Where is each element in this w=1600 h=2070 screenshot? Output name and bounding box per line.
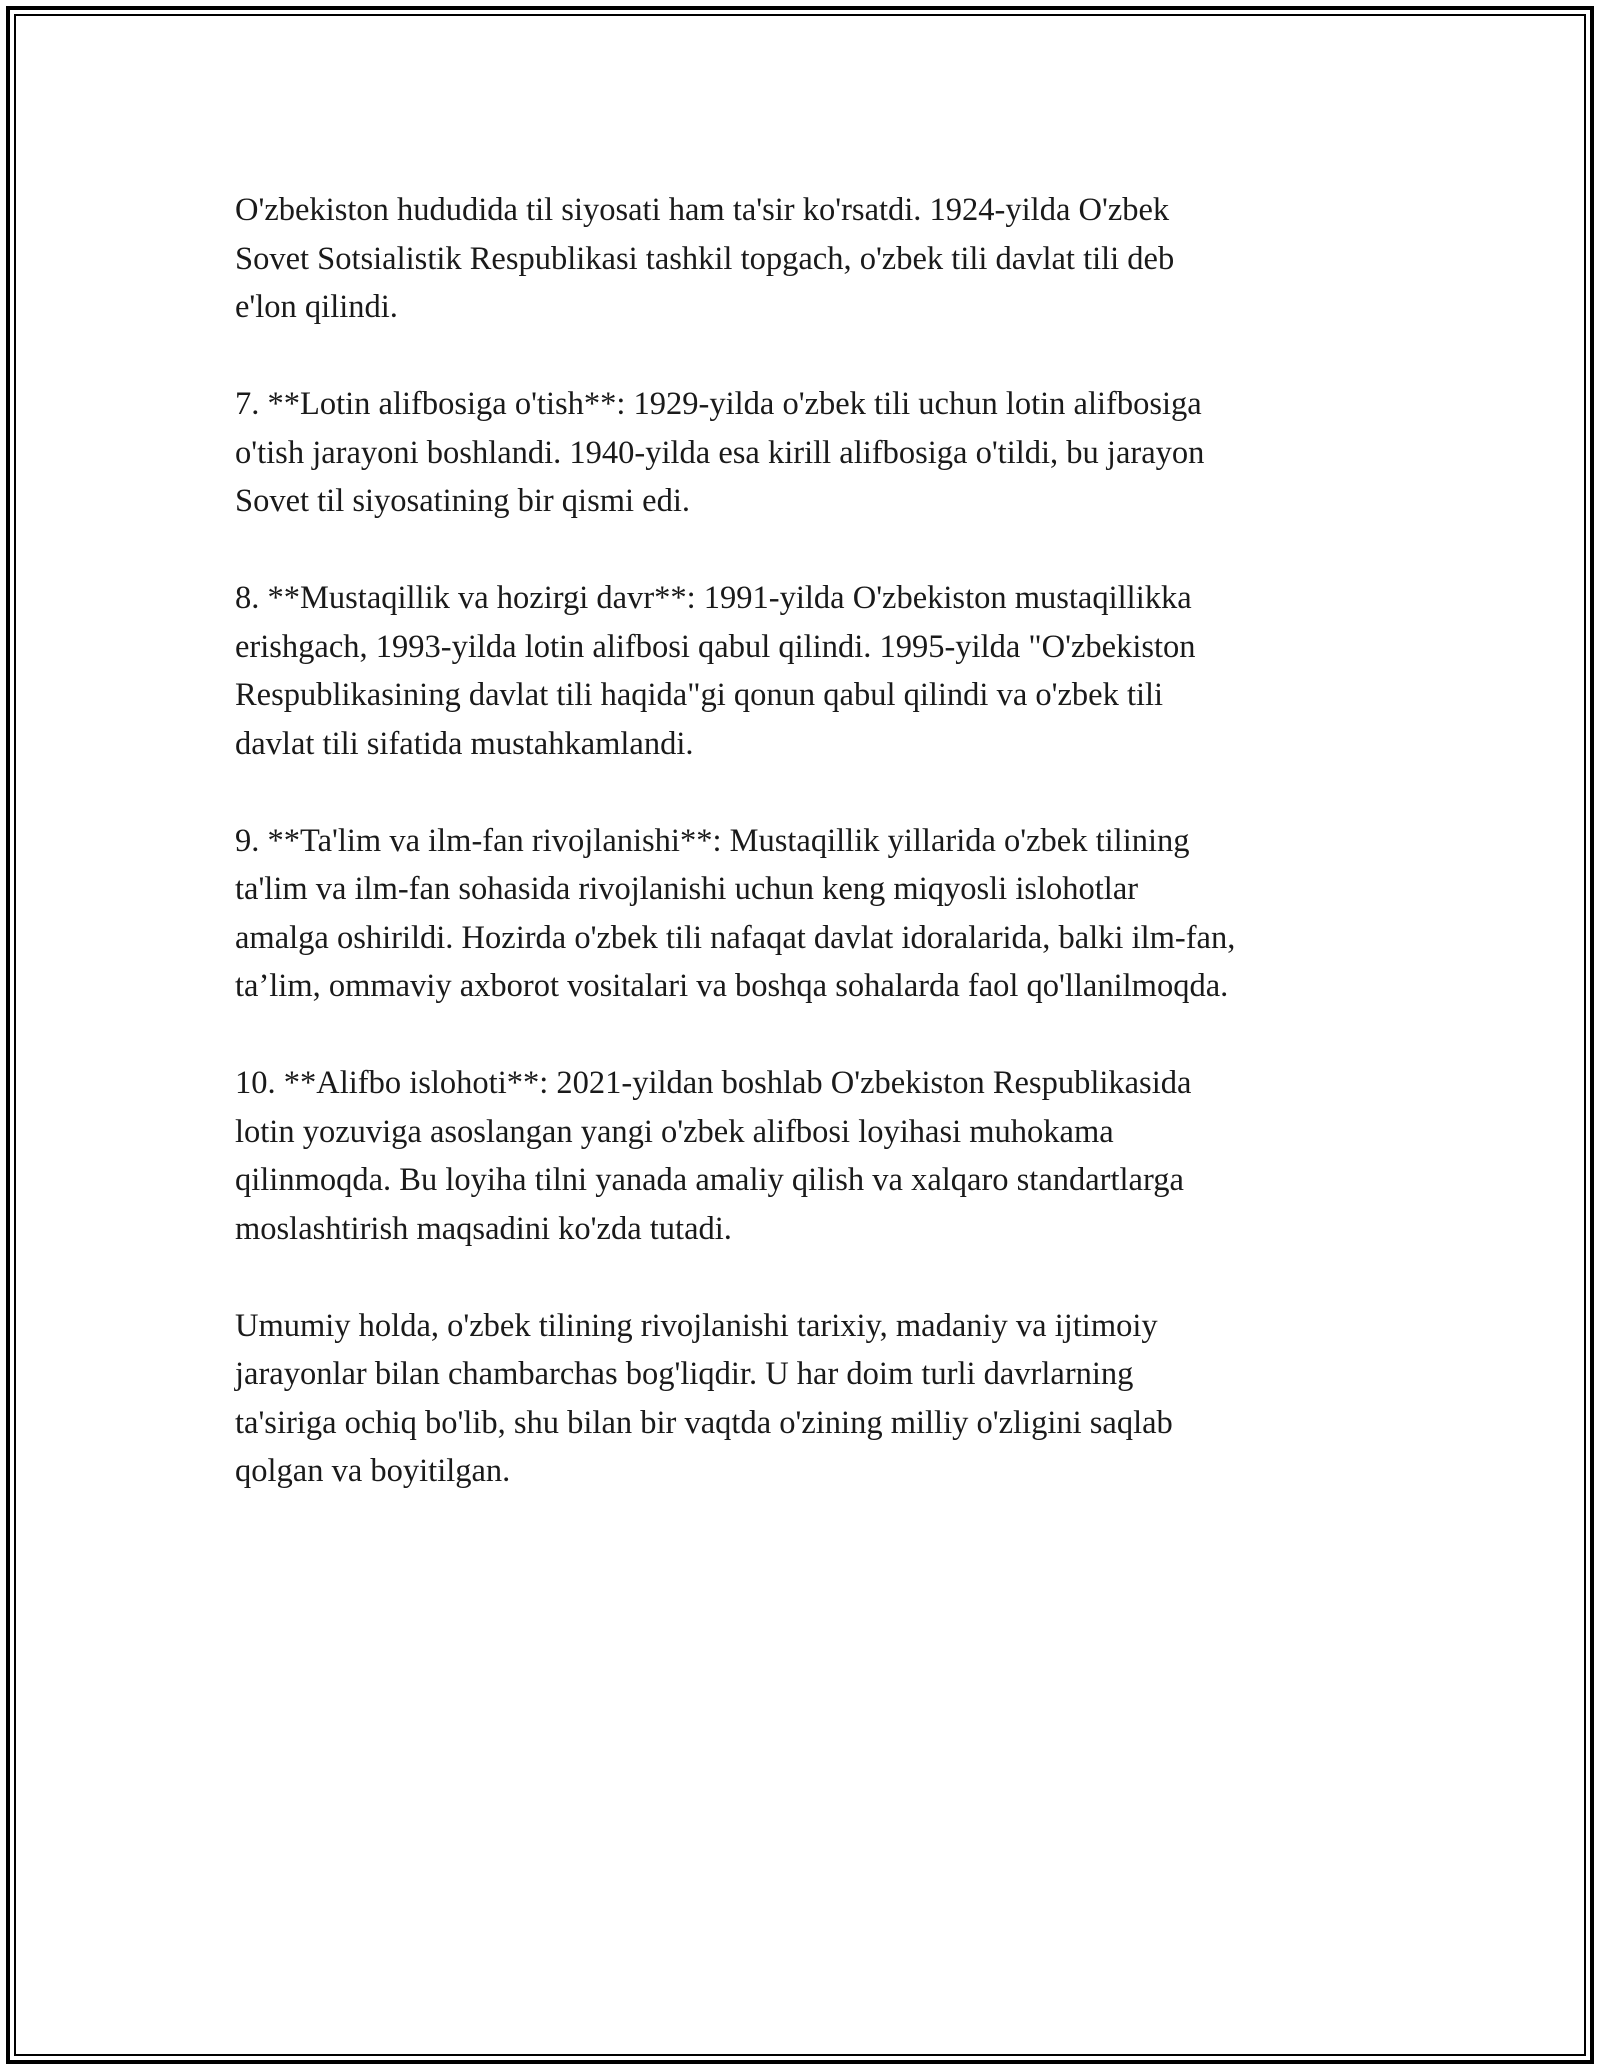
paragraph-intro: O'zbekiston hududida til siyosati ham ta'sir ko'rsatdi. 1924-yilda O'zbek Sovet Sotsialistik Respublikasi tashkil topgach, o'zbek tili davlat tili deb e'lon qilindi. [235, 192, 1175, 325]
paragraph-latin-alphabet: 7. **Lotin alifbosiga o'tish**: 1929-yilda o'zbek tili uchun lotin alifbosiga o'tish jarayoni boshlandi. 1940-yilda esa kirill alifbosiga o'tildi, bu jarayon Sovet til siyosatining bir qismi edi. [235, 386, 1205, 519]
paragraph-conclusion: Umumiy holda, o'zbek tilining rivojlanishi tarixiy, madaniy va ijtimoiy jarayonlar bilan chambarchas bog'liqdir. U har doim turli davrlarning ta'siriga ochiq bo'lib, shu bilan bir vaqtda o'zining milliy o'zligini saqlab qolgan va boyitilgan. [235, 1307, 1173, 1489]
paragraph-alphabet-reform: 10. **Alifbo islohoti**: 2021-yildan boshlab O'zbekiston Respublikasida lotin yozuviga asoslangan yangi o'zbek alifbosi loyihasi muhokama qilinmoqda. Bu loyiha tilni yanada amaliy qilish va xalqaro standartlarga moslashtirish maqsadini ko'zda tutadi. [235, 1065, 1192, 1247]
document-body [235, 186, 1415, 1544]
paragraph-education-science: 9. **Ta'lim va ilm-fan rivojlanishi**: Mustaqillik yillarida o'zbek tilining ta'lim va ilm-fan sohasida rivojlanishi uchun keng miqyosli islohotlar amalga oshirildi. Hozirda o'zbek tili nafaqat davlat idoralarida, balki ilm-fan, ta’lim, ommaviy axborot vositalari va boshqa sohalarda faol qo'llanilmoqda. [235, 822, 1236, 1004]
paragraph-independence: 8. **Mustaqillik va hozirgi davr**: 1991-yilda O'zbekiston mustaqillikka erishgach, 1993-yilda lotin alifbosi qabul qilindi. 1995-yilda "O'zbekiston Respublikasining davlat tili haqida"gi qonun qabul qilindi va o'zbek tili davlat tili sifatida mustahkamlandi. [235, 580, 1196, 762]
